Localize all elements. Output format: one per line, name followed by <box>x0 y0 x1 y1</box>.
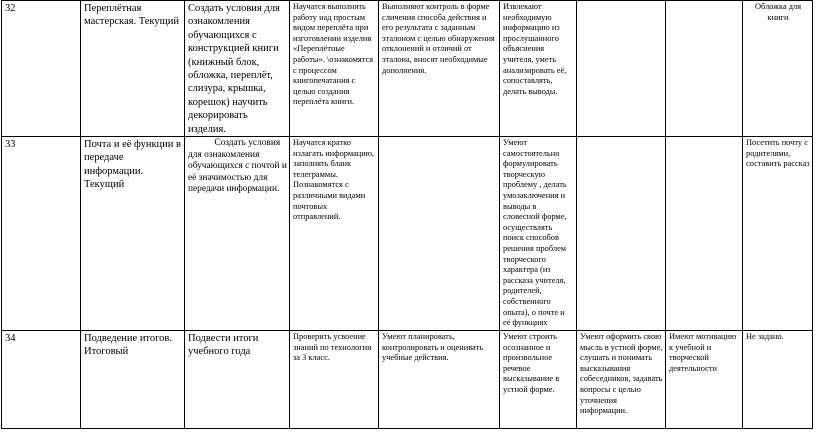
lesson-topic: Подведение итогов. Итоговый <box>81 331 185 429</box>
regulatory-uud: Умеют планировать, контролировать и оценивать учебные действия. <box>379 331 500 429</box>
homework: Посетить почту с родителями, составить рассказ <box>743 137 813 331</box>
table-row <box>2 331 813 429</box>
cognitive-uud: Умеют самостоятельно формулировать творческую проблему , делать умозаключения и выводы в словесной форме, осуществлять поиск способов решения проблем творческого характера (из рассказа учителя, родителей, собственного опыта), о почте и её функциях <box>500 137 577 331</box>
personal-uud <box>666 1 743 137</box>
cognitive-uud: Извлекают необходимую информацию из прослушанного объяснения учителя, уметь анализировать её, сопоставлять, делать выводы. <box>500 1 577 137</box>
lesson-topic: Переплётная мастерская. Текущий <box>81 1 185 137</box>
subject-results: Научатся выполнять работу над простым видом переплёта при изготовлении изделия «Переплётные работы». \ознакомятся с процессом книгопечатания с целью создания переплёта книги. <box>290 1 379 137</box>
lesson-number: 33 <box>2 137 81 331</box>
subject-results: Проверить усвоение знаний по технологии за 3 класс. <box>290 331 379 429</box>
communicative-uud <box>577 137 666 331</box>
lesson-number: 32 <box>2 1 81 137</box>
lesson-plan-table <box>1 0 813 429</box>
lesson-number: 34 <box>2 331 81 429</box>
personal-uud: Имеют мотивацию к учебной и творческой деятельности <box>666 331 743 429</box>
communicative-uud <box>577 1 666 137</box>
lesson-goal: Создать условия для ознакомления обучающихся с почтой и её значимостью для передачи информации. <box>185 137 290 331</box>
cognitive-uud: Умеют строить осознанное и произвольное речевое высказывание в устной форме. <box>500 331 577 429</box>
personal-uud <box>666 137 743 331</box>
subject-results: Научатся кратко излагать информацию, заполнять бланк телеграммы. Познакомятся с различными видами почтовых отправлений. <box>290 137 379 331</box>
lesson-topic: Почта и её функции в передаче информации. Текущий <box>81 137 185 331</box>
communicative-uud: Умеют оформить свою мысль в устной форме, слушать и понимать высказывания собеседников, задавать вопросы с целью уточнения информации. <box>577 331 666 429</box>
lesson-goal: Подвести итоги учебного года <box>185 331 290 429</box>
table-row <box>2 137 813 331</box>
regulatory-uud: Выполняют контроль в форме сличения способа действия и его результата с заданным эталоном с целью обнаружения отклонений и отличий от эталона, вносят необходимые дополнения. <box>379 1 500 137</box>
lesson-goal: Создать условия для ознакомления обучающихся с конструкцией книги (книжный блок, обложка, переплёт, слизура, крышка, корешок) научить декорировать изделия. <box>185 1 290 137</box>
regulatory-uud <box>379 137 500 331</box>
homework: Обложка для книги <box>743 1 813 137</box>
homework: Не задано. <box>743 331 813 429</box>
table-row <box>2 1 813 137</box>
